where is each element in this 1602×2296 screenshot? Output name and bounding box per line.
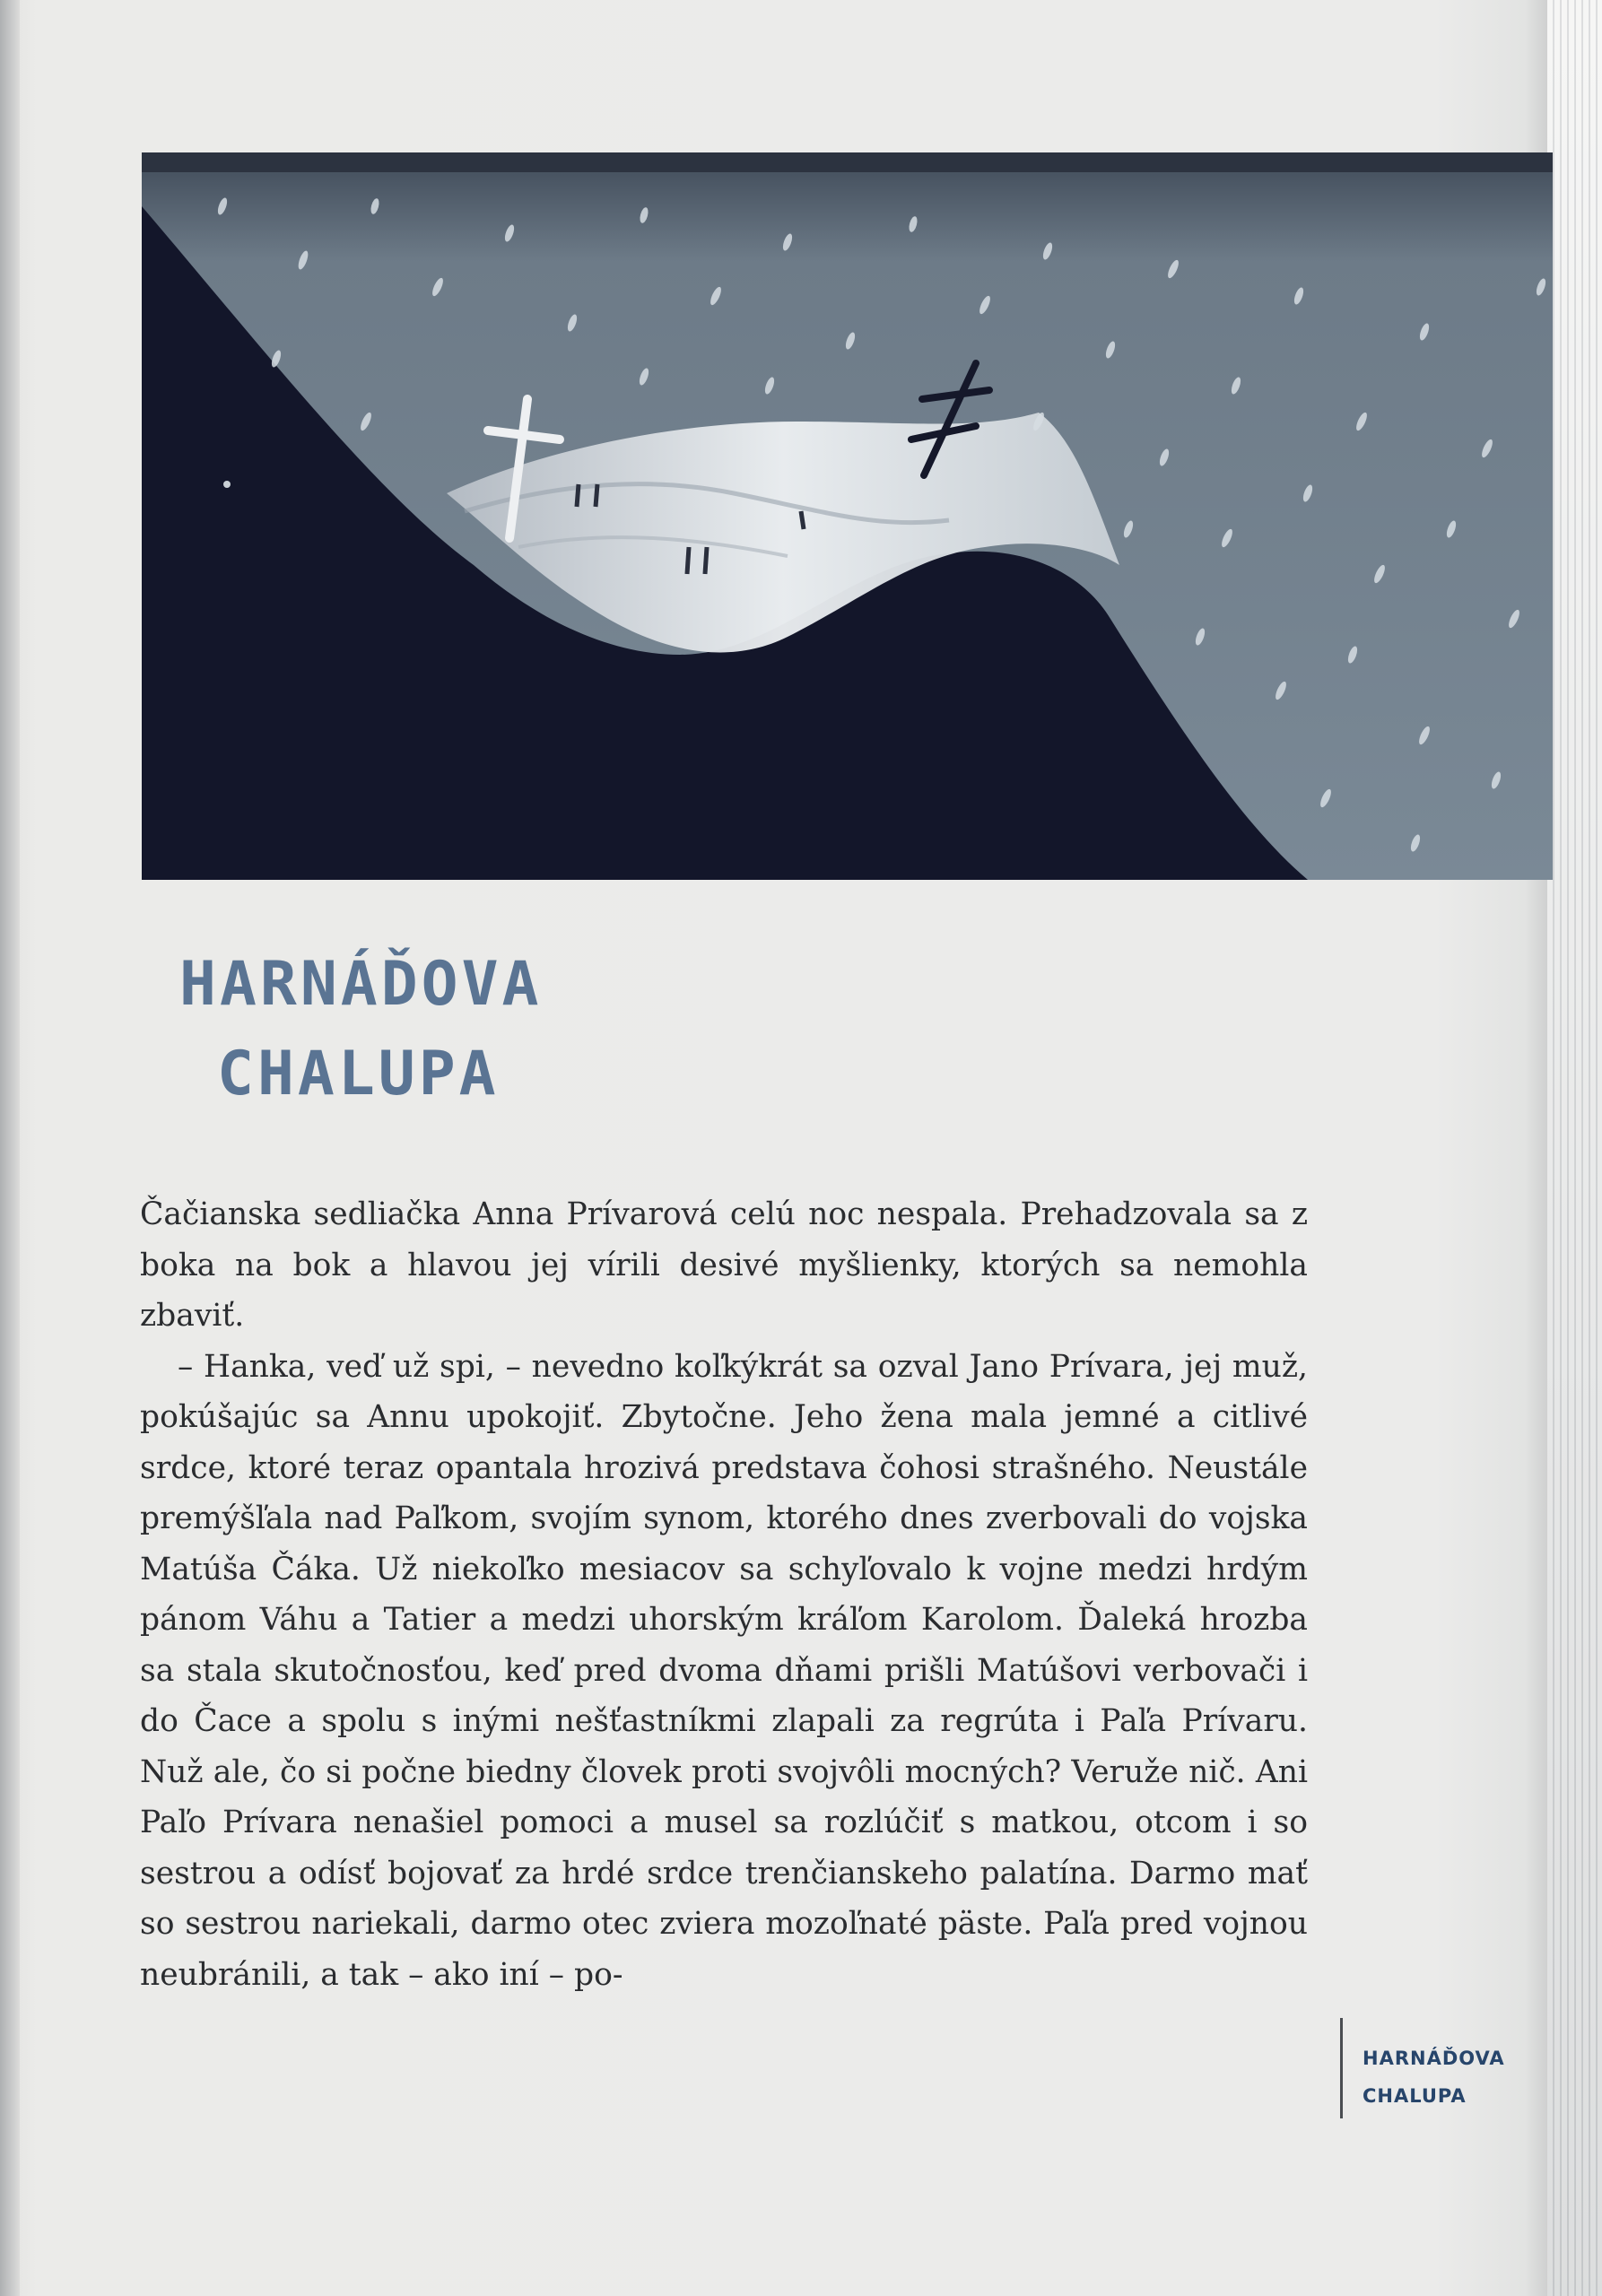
- running-head-line2: CHALUPA: [1363, 2085, 1467, 2107]
- page-edges: [1547, 0, 1602, 2296]
- chapter-title-line2: CHALUPA: [217, 1039, 500, 1109]
- chapter-body-text: [140, 1189, 1308, 2000]
- running-head: [1340, 2018, 1505, 2118]
- paragraph-1: Čačianska sedliačka Anna Prívarová celú noc nespala. Prehadzovala sa z boka na bok a hlavou jej vírili desivé myšlienky, ktorých sa nemohla zbaviť.: [140, 1196, 1308, 1334]
- chapter-title: [179, 940, 542, 1119]
- night-landscape-illustration: [142, 152, 1553, 880]
- paragraph-2: – Hanka, veď už spi, – nevedno koľkýkrát sa ozval Jano Prívara, jej muž, pokúšajúc sa Annu upokojiť. Zbytočne. Jeho žena mala jemné a citlivé srdce, ktoré teraz opantala hrozivá predstava čohosi strašného. Neustále premýšľala nad Paľkom, svojím synom, ktorého dnes zverbovali do vojska Matúša Čáka. Už niekoľko mesiacov sa schyľovalo k vojne medzi hrdým pánom Váhu a Tatier a medzi uhorským kráľom Karolom. Ďaleká hrozba sa stala skutočnosťou, keď pred dvoma dňami prišli Matúšovi verbovači i do Čace a spolu s inými nešťastníkmi zlapali za regrúta i Paľa Prívaru. Nuž ale, čo si počne biedny človek proti svojvôli mocných? Veruže nič. Ani Paľo Prívara nenašiel pomoci a musel sa rozlúčiť s matkou, otcom i so sestrou a odísť bojovať za hrdé srdce trenčianskeho palatína. Darmo mať so sestrou nariekali, darmo otec zviera mozoľnaté päste. Paľa pred vojnou neubránili, a tak – ako iní – po-: [140, 1348, 1308, 1993]
- page-gutter-shadow: [0, 0, 20, 2296]
- chapter-title-line1: HARNÁĎOVA: [179, 949, 543, 1020]
- running-head-line1: HARNÁĎOVA: [1363, 2048, 1505, 2069]
